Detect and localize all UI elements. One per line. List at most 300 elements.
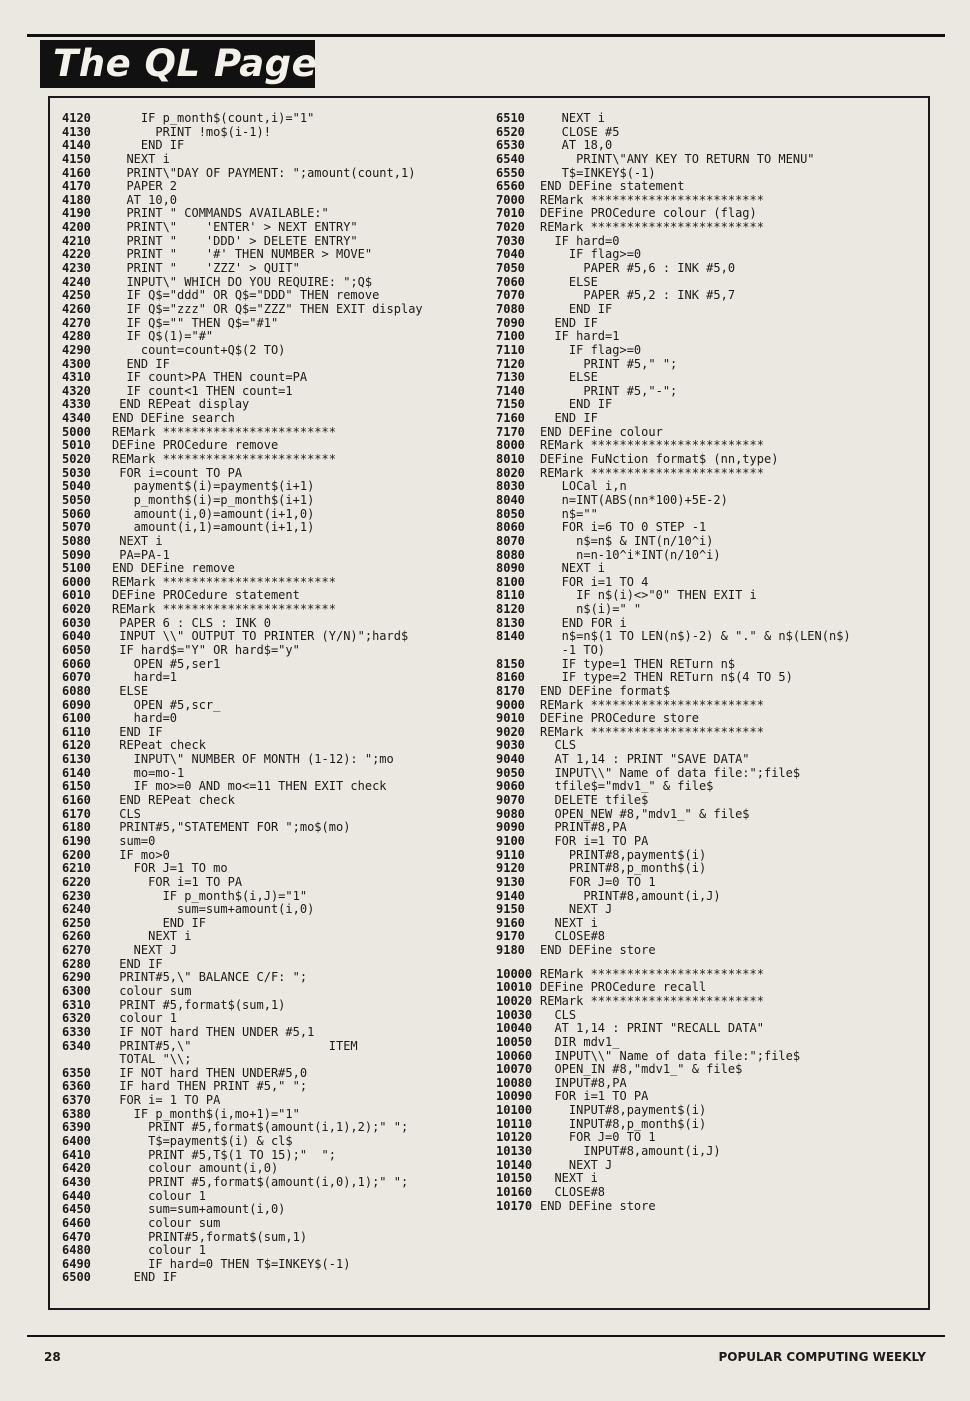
line-number: 10150 (496, 1171, 533, 1186)
line-number: 4220 (62, 247, 91, 262)
code-text: FOR J=1 TO mo (112, 861, 228, 876)
code-text: FOR i=1 TO PA (540, 1089, 649, 1104)
code-line (62, 235, 492, 249)
line-number: 4240 (62, 274, 91, 289)
section-masthead (40, 40, 318, 88)
code-line (496, 248, 926, 262)
line-number: 9000 (496, 697, 525, 712)
code-line (496, 207, 926, 221)
code-line (496, 1118, 926, 1132)
code-text: PRINT\" 'ENTER' > NEXT ENTRY" (112, 220, 358, 235)
line-number: 6030 (62, 615, 91, 630)
code-line (496, 890, 926, 904)
listing-column-left (62, 112, 492, 1285)
code-line (496, 1063, 926, 1077)
code-text: REMark ************************ (540, 966, 764, 981)
code-line (496, 1104, 926, 1118)
line-number: 4320 (62, 383, 91, 398)
line-number: 7020 (496, 220, 525, 235)
code-line (496, 1009, 926, 1023)
code-line (62, 494, 492, 508)
code-text: PAPER 6 : CLS : INK 0 (112, 615, 271, 630)
line-number: 10020 (496, 994, 533, 1008)
code-line (62, 112, 492, 126)
code-line (496, 671, 926, 685)
line-number: 9180 (496, 943, 525, 958)
code-text: REMark ************************ (112, 602, 336, 617)
code-line (62, 1190, 492, 1204)
line-number: 5020 (62, 452, 91, 467)
code-text: REMark ************************ (540, 724, 764, 739)
line-number: 6200 (62, 847, 91, 862)
code-text: IF Q$(1)="#" (112, 329, 214, 344)
code-text: END DEFine search (112, 411, 235, 426)
code-line (62, 398, 492, 412)
line-number: 7130 (496, 370, 525, 385)
line-number: 9030 (496, 738, 525, 753)
line-number: 9170 (496, 929, 525, 944)
code-line (62, 167, 492, 181)
code-text: OPEN_IN #8,"mdv1_" & file$ (540, 1062, 743, 1077)
line-number: 7050 (496, 261, 525, 276)
line-number: 6020 (62, 602, 91, 617)
line-number: 9120 (496, 861, 525, 876)
code-text: NEXT J (540, 1157, 613, 1172)
code-text: END IF (540, 315, 598, 330)
code-text: AT 1,14 : PRINT "RECALL DATA" (540, 1021, 764, 1036)
code-text: PAPER #5,2 : INK #5,7 (540, 288, 736, 303)
line-number: 6520 (496, 124, 525, 139)
line-number: 5050 (62, 492, 91, 507)
line-number: 6560 (496, 179, 525, 194)
code-text: END FOR i (540, 615, 627, 630)
line-number: 5010 (62, 438, 91, 453)
code-text: END IF (112, 915, 206, 930)
code-line (62, 1231, 492, 1245)
code-line (496, 344, 926, 358)
code-text: REMark ************************ (540, 697, 764, 712)
code-text: END IF (112, 356, 170, 371)
line-number: 6120 (62, 738, 91, 753)
line-number: 6320 (62, 1011, 91, 1026)
code-text: INPUT \\" OUTPUT TO PRINTER (Y/N)";hard$ (112, 629, 409, 644)
line-number: 8080 (496, 547, 525, 562)
code-text: NEXT J (112, 943, 178, 958)
code-line (496, 521, 926, 535)
code-line (496, 317, 926, 331)
code-text: PRINT #5," "; (540, 356, 678, 371)
code-line (496, 426, 926, 440)
code-line (496, 753, 926, 767)
code-text: END REPeat display (112, 397, 250, 412)
code-text: T$=payment$(i) & cl$ (112, 1134, 293, 1149)
line-number: 6530 (496, 138, 525, 153)
code-text: TOTAL "\\; (112, 1052, 192, 1067)
code-line (62, 221, 492, 235)
code-line (62, 1135, 492, 1149)
code-line (496, 549, 926, 563)
line-number: 6060 (62, 656, 91, 671)
line-number: 10100 (496, 1103, 533, 1118)
line-number: 8100 (496, 574, 525, 589)
code-text: PRINT " 'DDD' > DELETE ENTRY" (112, 233, 358, 248)
code-text: AT 1,14 : PRINT "SAVE DATA" (540, 752, 750, 767)
line-number: 6160 (62, 793, 91, 808)
line-number: 7030 (496, 233, 525, 248)
line-number: 4180 (62, 192, 91, 207)
line-number: 4140 (62, 138, 91, 153)
code-line (496, 862, 926, 876)
line-number: 8090 (496, 561, 525, 576)
line-number: 6410 (62, 1147, 91, 1162)
code-text: IF Q$="" THEN Q$="#1" (112, 315, 279, 330)
code-text: OPEN_NEW #8,"mdv1_" & file$ (540, 806, 750, 821)
line-number: 7060 (496, 274, 525, 289)
code-text: END DEFine remove (112, 561, 235, 576)
code-line (62, 412, 492, 426)
line-number: 7000 (496, 192, 525, 207)
code-text: IF NOT hard THEN UNDER #5,1 (112, 1024, 315, 1039)
code-line (496, 235, 926, 249)
code-text: LOCal i,n (540, 479, 627, 494)
line-number: 4160 (62, 165, 91, 180)
code-line (62, 985, 492, 999)
code-line (496, 167, 926, 181)
code-line (496, 658, 926, 672)
line-number: 6460 (62, 1215, 91, 1230)
line-number: 6330 (62, 1024, 91, 1039)
line-number: 9040 (496, 752, 525, 767)
code-line (496, 930, 926, 944)
code-line (62, 207, 492, 221)
line-number: 6050 (62, 642, 91, 657)
line-number: 6000 (62, 574, 91, 589)
code-text: CLOSE#8 (540, 1184, 606, 1199)
code-text: tfile$="mdv1_" & file$ (540, 779, 714, 794)
code-text: colour sum (112, 1215, 221, 1230)
code-text: END IF (540, 397, 613, 412)
code-line (496, 821, 926, 835)
code-text: PRINT#8,amount(i,J) (540, 888, 721, 903)
code-text: IF count>PA THEN count=PA (112, 370, 308, 385)
line-number: 6450 (62, 1202, 91, 1217)
code-text: PRINT " COMMANDS AVAILABLE:" (112, 206, 329, 221)
code-text: T$=INKEY$(-1) (540, 165, 656, 180)
code-text: INPUT\" NUMBER OF MONTH (1-12): ";mo (112, 752, 394, 767)
code-text: PRINT " '#' THEN NUMBER > MOVE" (112, 247, 373, 262)
line-number: 9010 (496, 711, 525, 726)
line-number: 5030 (62, 465, 91, 480)
line-number: 8050 (496, 506, 525, 521)
code-line (496, 139, 926, 153)
code-line (62, 562, 492, 576)
line-number: 7010 (496, 206, 525, 221)
line-number: 10160 (496, 1184, 533, 1199)
code-text: NEXT i (112, 533, 163, 548)
code-line (496, 1036, 926, 1050)
code-text: amount(i,0)=amount(i+1,0) (112, 506, 315, 521)
code-line (62, 139, 492, 153)
code-text: END IF (112, 1270, 178, 1285)
line-number: 6210 (62, 861, 91, 876)
line-number: 6360 (62, 1079, 91, 1094)
code-text: sum=sum+amount(i,0) (112, 1202, 286, 1217)
code-text: REMark ************************ (540, 192, 764, 207)
code-line (496, 1022, 926, 1036)
code-line (62, 944, 492, 958)
code-line (62, 1162, 492, 1176)
code-line (62, 330, 492, 344)
line-number: 4210 (62, 233, 91, 248)
code-line (496, 808, 926, 822)
line-number: 7120 (496, 356, 525, 371)
code-line (496, 194, 926, 208)
line-number: 6090 (62, 697, 91, 712)
code-text: colour sum (112, 984, 192, 998)
code-line (496, 562, 926, 576)
code-text: PRINT#5,format$(sum,1) (112, 1229, 308, 1244)
code-line (496, 1077, 926, 1091)
line-number: 5090 (62, 547, 91, 562)
code-line (496, 576, 926, 590)
code-line (62, 1067, 492, 1081)
line-number: 6150 (62, 779, 91, 794)
code-line (496, 371, 926, 385)
code-text: REMark ************************ (540, 994, 764, 1008)
line-number: 6470 (62, 1229, 91, 1244)
code-line (496, 849, 926, 863)
code-line (496, 617, 926, 631)
line-number: 8040 (496, 492, 525, 507)
line-number: 7110 (496, 342, 525, 357)
code-text: NEXT i (540, 561, 606, 576)
code-text: ELSE (540, 370, 598, 385)
code-line (62, 630, 492, 644)
code-line (496, 903, 926, 917)
line-number: 7150 (496, 397, 525, 412)
code-line (62, 671, 492, 685)
code-line (62, 808, 492, 822)
line-number: 4130 (62, 124, 91, 139)
code-text: AT 10,0 (112, 192, 178, 207)
line-number: 6440 (62, 1188, 91, 1203)
code-line (62, 971, 492, 985)
code-line (62, 890, 492, 904)
line-number: 6220 (62, 874, 91, 889)
line-number: 4200 (62, 220, 91, 235)
code-text: DEFine PROCedure store (540, 711, 699, 726)
code-line (62, 617, 492, 631)
code-text: n$=n$ & INT(n/10^i) (540, 533, 714, 548)
code-line (496, 1131, 926, 1145)
line-number: 6500 (62, 1270, 91, 1285)
code-line (496, 780, 926, 794)
line-number: 6080 (62, 683, 91, 698)
code-line (62, 1217, 492, 1231)
code-line (62, 644, 492, 658)
code-line (62, 1080, 492, 1094)
code-text: REPeat check (112, 738, 206, 753)
code-text: sum=0 (112, 833, 156, 848)
code-text: DEFine PROCedure statement (112, 588, 300, 603)
code-line (62, 371, 492, 385)
code-text: NEXT i (540, 1171, 598, 1186)
code-line (496, 153, 926, 167)
code-text: PRINT " 'ZZZ' > QUIT" (112, 261, 300, 276)
line-number: 10170 (496, 1198, 533, 1213)
code-text: n$(i)=" " (540, 602, 642, 617)
code-text: IF mo>0 (112, 847, 170, 862)
code-text: INPUT\" WHICH DO YOU REQUIRE: ";Q$ (112, 274, 373, 289)
code-text: PRINT#5,"STATEMENT FOR ";mo$(mo) (112, 820, 351, 835)
code-line (496, 112, 926, 126)
line-number: 9150 (496, 902, 525, 917)
code-line (62, 917, 492, 931)
code-text: NEXT i (540, 915, 598, 930)
line-number: 6100 (62, 711, 91, 726)
code-text: END REPeat check (112, 793, 235, 808)
code-text: REMark ************************ (540, 220, 764, 235)
line-number: 8130 (496, 615, 525, 630)
code-text: REMark ************************ (112, 452, 336, 467)
line-number: 6340 (62, 1038, 91, 1053)
code-text: END IF (540, 301, 613, 316)
code-text: END IF (112, 724, 163, 739)
code-line (496, 685, 926, 699)
line-number: 4170 (62, 179, 91, 194)
code-text: IF hard=0 (540, 233, 620, 248)
code-line (496, 453, 926, 467)
code-text: IF hard=0 THEN T$=INKEY$(-1) (112, 1256, 351, 1271)
code-line (62, 1271, 492, 1285)
code-line (62, 699, 492, 713)
line-number: 9060 (496, 779, 525, 794)
line-number: 7080 (496, 301, 525, 316)
line-number: 5060 (62, 506, 91, 521)
line-number: 6270 (62, 943, 91, 958)
line-number: 10110 (496, 1116, 533, 1131)
line-number: 8060 (496, 520, 525, 535)
line-number: 7140 (496, 383, 525, 398)
line-number: 4290 (62, 342, 91, 357)
code-line (62, 549, 492, 563)
code-text: PRINT\"ANY KEY TO RETURN TO MENU" (540, 151, 815, 166)
line-number: 6510 (496, 111, 525, 125)
code-text: FOR i= 1 TO PA (112, 1093, 221, 1108)
code-line (62, 849, 492, 863)
line-number: 7100 (496, 329, 525, 344)
line-number: 8030 (496, 479, 525, 494)
code-text: INPUT\\" Name of data file:";file$ (540, 1048, 801, 1063)
line-number: 4270 (62, 315, 91, 330)
line-number: 6540 (496, 151, 525, 166)
line-number: 10040 (496, 1021, 533, 1036)
code-line (62, 1203, 492, 1217)
line-number: 6240 (62, 902, 91, 917)
code-text: OPEN #5,scr_ (112, 697, 221, 712)
code-line (496, 494, 926, 508)
code-line (496, 1186, 926, 1200)
code-text: DEFine PROCedure recall (540, 980, 707, 995)
line-number: 9160 (496, 915, 525, 930)
line-number: 4260 (62, 301, 91, 316)
line-number: 5000 (62, 424, 91, 439)
code-line (496, 276, 926, 290)
line-number: 5040 (62, 479, 91, 494)
code-line (62, 1176, 492, 1190)
code-line (496, 794, 926, 808)
code-line (496, 699, 926, 713)
code-text: PRINT #5,format$(amount(i,1),2);" "; (112, 1120, 409, 1135)
code-line (62, 303, 492, 317)
code-line (496, 330, 926, 344)
code-text: CLS (540, 1007, 577, 1022)
code-text: INPUT#8,p_month$(i) (540, 1116, 707, 1131)
line-number: 9140 (496, 888, 525, 903)
code-text: n$=n$(1 TO LEN(n$)-2) & "." & n$(LEN(n$) (540, 629, 851, 644)
code-text: CLOSE#8 (540, 929, 606, 944)
line-number: 6420 (62, 1161, 91, 1176)
code-text: CLS (540, 738, 577, 753)
code-line (496, 126, 926, 140)
code-text: CLS (112, 806, 141, 821)
code-line (62, 194, 492, 208)
code-text: IF hard THEN PRINT #5," "; (112, 1079, 308, 1094)
line-number: 4120 (62, 111, 91, 125)
line-number: 4340 (62, 411, 91, 426)
line-number: 6260 (62, 929, 91, 944)
code-text: colour amount(i,0) (112, 1161, 279, 1176)
code-text: DELETE tfile$ (540, 793, 649, 808)
line-number: 6380 (62, 1106, 91, 1121)
line-number: 6190 (62, 833, 91, 848)
code-text: REMark ************************ (540, 465, 764, 480)
line-number: 6040 (62, 629, 91, 644)
code-text: END DEFine store (540, 943, 656, 958)
code-line (62, 999, 492, 1013)
line-number: 6230 (62, 888, 91, 903)
code-line (62, 685, 492, 699)
code-text: n$="" (540, 506, 598, 521)
line-number: 8110 (496, 588, 525, 603)
line-number: 4250 (62, 288, 91, 303)
line-number: 6010 (62, 588, 91, 603)
code-line (496, 303, 926, 317)
code-line (62, 358, 492, 372)
code-text: n=INT(ABS(nn*100)+5E-2) (540, 492, 728, 507)
code-line (496, 835, 926, 849)
line-number: 9100 (496, 833, 525, 848)
code-text: DEFine FuNction format$ (nn,type) (540, 452, 779, 467)
line-number: 10140 (496, 1157, 533, 1172)
line-number: 6480 (62, 1243, 91, 1258)
code-line (62, 262, 492, 276)
line-number: 9110 (496, 847, 525, 862)
code-line (496, 603, 926, 617)
code-line (496, 508, 926, 522)
code-line (496, 535, 926, 549)
code-text: PRINT #5,format$(sum,1) (112, 997, 286, 1012)
code-text: hard=1 (112, 670, 178, 685)
code-line (62, 480, 492, 494)
code-text: amount(i,1)=amount(i+1,1) (112, 520, 315, 535)
code-text: PRINT\"DAY OF PAYMENT: ";amount(count,1) (112, 165, 416, 180)
code-line (496, 289, 926, 303)
code-text: ELSE (540, 274, 598, 289)
code-text: INPUT#8,amount(i,J) (540, 1144, 721, 1159)
code-line (496, 412, 926, 426)
code-text: FOR i=1 TO 4 (540, 574, 649, 589)
